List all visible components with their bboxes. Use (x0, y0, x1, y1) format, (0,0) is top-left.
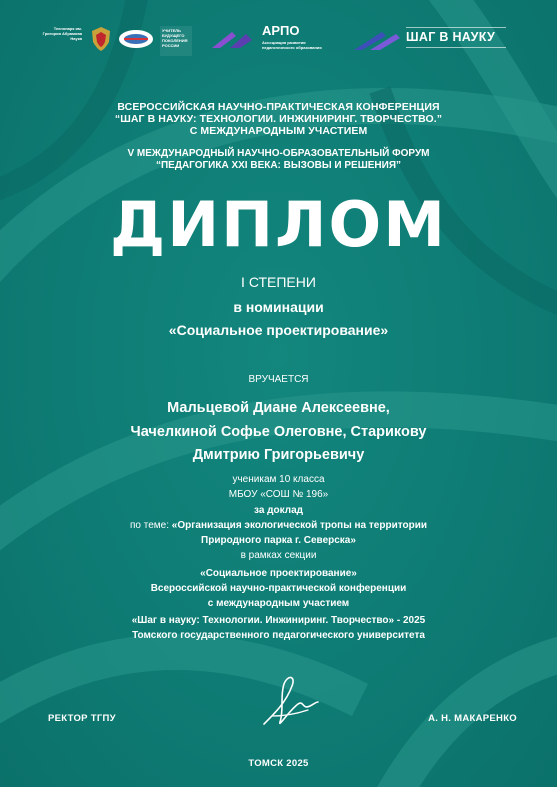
forum-title-line1: V МЕЖДУНАРОДНЫЙ НАУЧНО-ОБРАЗОВАТЕЛЬНЫЙ ФОРУМ (127, 148, 430, 159)
section-prefix: в рамках секции (240, 550, 317, 561)
conference-line4: Томского государственного педагогического университета (132, 630, 425, 641)
signature-image (258, 672, 322, 730)
topic-prefix: по теме: (129, 520, 172, 531)
arpo-subtitle: Ассоциация развития педагогического образования (262, 40, 322, 50)
shag-v-nauku-title: ШАГ В НАУКУ (406, 30, 496, 44)
rector-label: РЕКТОР ТГПУ (48, 713, 116, 724)
conference-title-line3: С МЕЖДУНАРОДНЫМ УЧАСТИЕМ (189, 125, 368, 137)
nomination-prefix: в номинации (233, 299, 324, 315)
diploma-degree: I СТЕПЕНИ (241, 274, 316, 290)
awarded-label: ВРУЧАЕТСЯ (248, 374, 309, 385)
partner-logos (0, 22, 557, 62)
recipient-line: Чачелкиной Софье Олеговне, Старикову (130, 424, 427, 440)
city-year: ТОМСК 2025 (248, 758, 309, 769)
conference-line2: с международным участием (207, 598, 350, 609)
conference-title-line1: ВСЕРОССИЙСКАЯ НАУЧНО-ПРАКТИЧЕСКАЯ КОНФЕРЕНЦИЯ (117, 101, 440, 113)
school-text: МБОУ «СОШ № 196» (228, 489, 329, 500)
shag-v-nauku-rule-bottom (406, 47, 506, 48)
recipient-line: Дмитрию Григорьевичу (192, 447, 365, 463)
for-report-text: за доклад (253, 505, 304, 516)
rector-name: А. Н. МАКАРЕНКО (428, 713, 517, 724)
shag-v-nauku-rule-top (406, 27, 506, 28)
recipient-line: Мальцевой Диане Алексеевне, (167, 400, 390, 416)
nomination-name: «Социальное проектирование» (168, 322, 389, 338)
conference-title-line2: “ШАГ В НАУКУ: ТЕХНОЛОГИИ. ИНЖИНИРИНГ. ТВОРЧЕСТВО.” (114, 113, 443, 125)
ministry-emblem-icon (118, 29, 154, 49)
grade-text: ученикам 10 класса (232, 474, 325, 485)
coat-of-arms-icon (90, 26, 112, 52)
topic-line1 (0, 519, 557, 532)
arpo-title: АРПО (262, 23, 300, 38)
section-name: «Социальное проектирование» (200, 568, 357, 579)
topic-text: «Организация экологической тропы на территории (171, 520, 427, 531)
forum-title-line2: “ПЕДАГОГИКА XXI ВЕКА: ВЫЗОВЫ И РЕШЕНИЯ” (155, 160, 402, 171)
arpo-chevron-icon (210, 28, 256, 50)
conference-line1: Всероссийской научно-практической конференции (150, 583, 407, 594)
topic-line2: Природного парка г. Северска» (201, 535, 356, 546)
shag-v-nauku-arrows-icon (352, 30, 402, 52)
technopark-logo: Технопарк им. Григория Абрамова Наука (42, 26, 82, 41)
conference-line3: «Шаг в науку: Технологии. Инжиниринг. Творчество» - 2025 (131, 615, 426, 626)
teacher-future-logo: УЧИТЕЛЬ БУДУЩЕГО ПОКОЛЕНИЯ РОССИИ (162, 28, 188, 48)
diploma-title: ДИПЛОМ (110, 188, 447, 261)
